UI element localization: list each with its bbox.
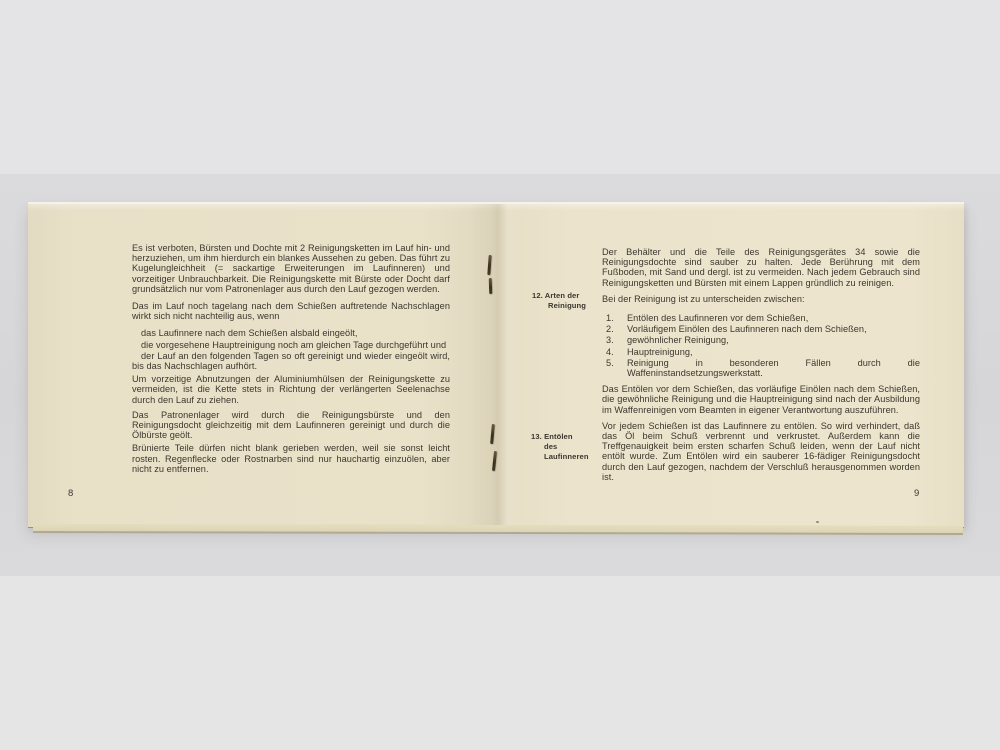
body-paragraph: Vor jedem Schießen ist das Laufinnere zu entölen. So wird verhindert, daß das Öl beim Schuß verbrennt und verkrustet. Außerdem kann die Treffgenauigkeit beim ersten scharfen Schuß leiden, wenn der Lauf nicht entölt wurde. Zum Entölen wird ein sauberer 16-fädiger Reinigungsdocht durch den Lauf gezogen, nachdem der Verschluß herausgenommen worden ist. (602, 420, 920, 482)
numbered-item (602, 358, 920, 378)
body-paragraph: Das im Lauf noch tagelang nach dem Schießen auftretende Nachschlagen wirkt sich nicht nachteilig aus, wenn (132, 301, 450, 322)
item-number: 5. (606, 357, 614, 368)
numbered-item (602, 347, 920, 357)
staple-top (489, 278, 492, 294)
item-number: 4. (606, 346, 614, 357)
page-number-left: 8 (68, 488, 74, 499)
margin-label-line: Laufinneren (544, 452, 589, 461)
numbered-item (602, 324, 920, 334)
body-paragraph: Der Behälter und die Teile des Reinigungsgerätes 34 sowie die Reinigungsdochte sind sauber zu halten. Jede Berührung mit dem Fußboden, mit Sand und dergl. ist zu vermeiden. Nach jedem Gebrauch sind Reinigungsketten und Bürsten mit einem Lappen gründlich zu reinigen. (602, 247, 920, 288)
center-fold (471, 204, 521, 527)
body-paragraph: Brünierte Teile dürfen nicht blank gerieben werden, weil sie sonst leicht rosten. Regenflecke oder Rostnarben sind nur hauchartig einzuölen, aber nicht zu entfernen. (132, 443, 450, 474)
sub-item-group (132, 328, 450, 371)
item-text: gewöhnlicher Reinigung, (627, 335, 729, 346)
body-paragraph: Es ist verboten, Bürsten und Dochte mit 2 Reinigungsketten im Lauf hin- und herzuziehen, um ihm hierdurch ein blankes Aussehen zu geben. Das führt zu Kugelungleichheit (= sackartige Erweiterungen im Laufinneren) und vorzeitiger Unbrauchbarkeit. Die Reinigungskette mit Bürste oder Docht darf grundsätzlich nur vom Patronenlager aus durch den Lauf gezogen werden. (132, 243, 450, 294)
body-paragraph: Um vorzeitige Abnutzungen der Aluminiumhülsen der Reinigungskette zu vermeiden, ist die Kette stets in Richtung der verlängerten Seelenachse durch den Lauf zu ziehen. (132, 374, 450, 405)
margin-label-line: 13. Entölen (531, 432, 573, 441)
open-booklet (28, 204, 964, 527)
page-right-text-column (602, 247, 920, 482)
margin-label-line: Reinigung (548, 301, 587, 310)
sub-item: der Lauf an den folgenden Tagen so oft gereinigt und wieder eingeölt wird, bis das Nachschlagen aufhört. (132, 350, 450, 372)
item-text: Hauptreinigung, (627, 346, 693, 357)
body-paragraph: Das Entölen vor dem Schießen, das vorläufige Einölen nach dem Schießen, die gewöhnliche Reinigung und die Hauptreinigung sind nach der Ausbildung im Waffenreinigen vom Beamten in eigener Verantwortung auszuführen. (602, 384, 920, 415)
background-band-top (0, 0, 1000, 174)
numbered-item (602, 313, 920, 323)
background-band-bottom (0, 576, 1000, 750)
list-heading: Bei der Reinigung ist zu unterscheiden zwischen: (602, 293, 805, 304)
sub-item: das Laufinnere nach dem Schießen alsbald eingeölt, (141, 328, 358, 339)
numbered-item (602, 335, 920, 345)
item-text: Vorläufigem Einölen des Laufinneren nach dem Schießen, (627, 324, 867, 335)
margin-label-line: des (544, 442, 558, 451)
margin-label-entoelen-des-laufinneren (531, 432, 589, 462)
numbered-list (602, 313, 920, 378)
paper-speck (816, 521, 819, 523)
item-number: 1. (606, 313, 614, 324)
item-text: Reinigung in besonderen Fällen durch die Waffeninstandsetzungswerkstatt. (627, 357, 920, 379)
margin-label-arten-der-reinigung (532, 291, 586, 311)
item-number: 2. (606, 324, 614, 335)
body-paragraph: Das Patronenlager wird durch die Reinigungsbürste und den Reinigungsdocht gleichzeitig mit dem Laufinneren gereinigt und durch die Ölbürste geölt. (132, 409, 450, 441)
item-text: Entölen des Laufinneren vor dem Schießen, (627, 313, 809, 324)
page-left-text-column (132, 243, 450, 474)
page-number-right: 9 (914, 488, 920, 499)
sub-item: die vorgesehene Hauptreinigung noch am gleichen Tage durchgeführt und (141, 339, 447, 350)
margin-label-line: 12. Arten der (532, 291, 580, 300)
item-number: 3. (606, 335, 614, 346)
